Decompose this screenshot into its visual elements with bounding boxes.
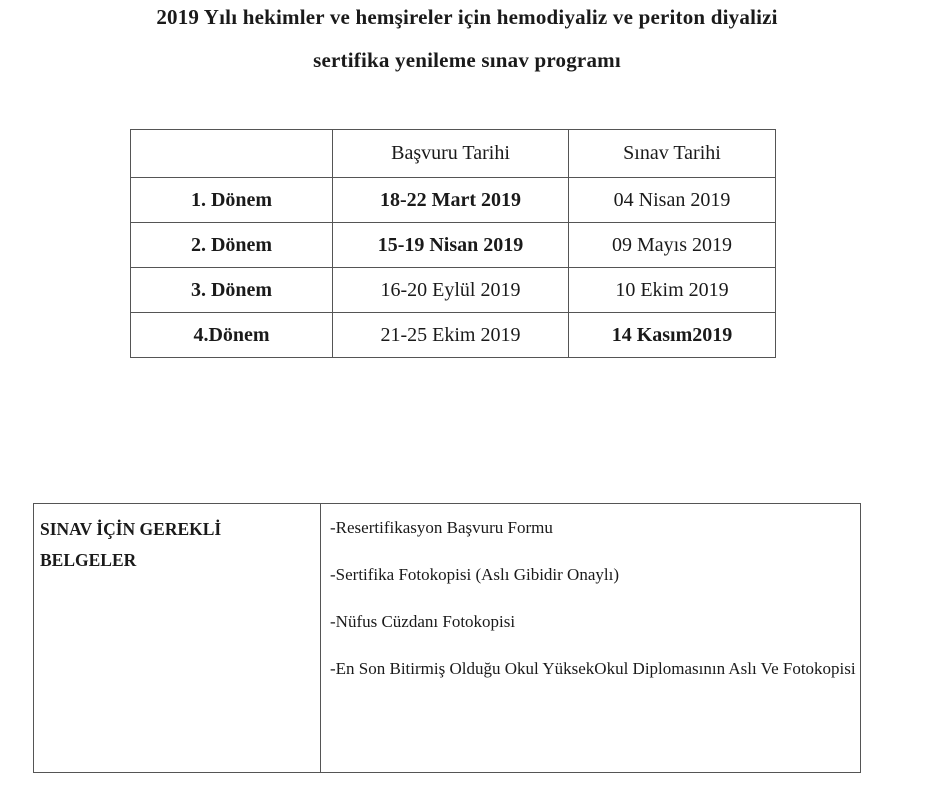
period-cell: 1. Dönem (131, 178, 333, 223)
exam-date-cell: 10 Ekim 2019 (569, 268, 776, 313)
exam-date-cell: 09 Mayıs 2019 (569, 223, 776, 268)
period-cell: 3. Dönem (131, 268, 333, 313)
header-cell-empty (131, 130, 333, 178)
document-title-line-1: 2019 Yılı hekimler ve hemşireler için hemodiyaliz ve periton diyalizi (156, 5, 778, 29)
application-date-cell: 15-19 Nisan 2019 (333, 223, 569, 268)
required-documents-heading (34, 504, 321, 772)
required-documents-table (33, 503, 861, 773)
heading-line-1: SINAV İÇİN GEREKLİ (40, 519, 222, 539)
list-item: -En Son Bitirmiş Olduğu Okul YüksekOkul Diplomasının Aslı Ve Fotokopisi (330, 659, 856, 678)
header-cell-application-date: Başvuru Tarihi (333, 130, 569, 178)
period-cell: 4.Dönem (131, 313, 333, 358)
table-row (131, 313, 776, 358)
application-date-cell: 18-22 Mart 2019 (333, 178, 569, 223)
application-date-cell: 21-25 Ekim 2019 (333, 313, 569, 358)
list-item: -Sertifika Fotokopisi (Aslı Gibidir Onaylı) (330, 565, 619, 584)
required-documents-list (321, 504, 860, 772)
document-title-line-2: sertifika yenileme sınav programı (313, 48, 621, 72)
table-row (131, 268, 776, 313)
table-header-row (131, 130, 776, 178)
list-item: -Nüfus Cüzdanı Fotokopisi (330, 612, 516, 631)
period-cell: 2. Dönem (131, 223, 333, 268)
table-row (131, 178, 776, 223)
exam-schedule-table (130, 129, 776, 358)
heading-line-2: BELGELER (40, 550, 137, 570)
exam-date-cell: 04 Nisan 2019 (569, 178, 776, 223)
application-date-cell: 16-20 Eylül 2019 (333, 268, 569, 313)
exam-date-cell: 14 Kasım2019 (569, 313, 776, 358)
list-item: -Resertifikasyon Başvuru Formu (330, 518, 553, 537)
header-cell-exam-date: Sınav Tarihi (569, 130, 776, 178)
table-row (131, 223, 776, 268)
